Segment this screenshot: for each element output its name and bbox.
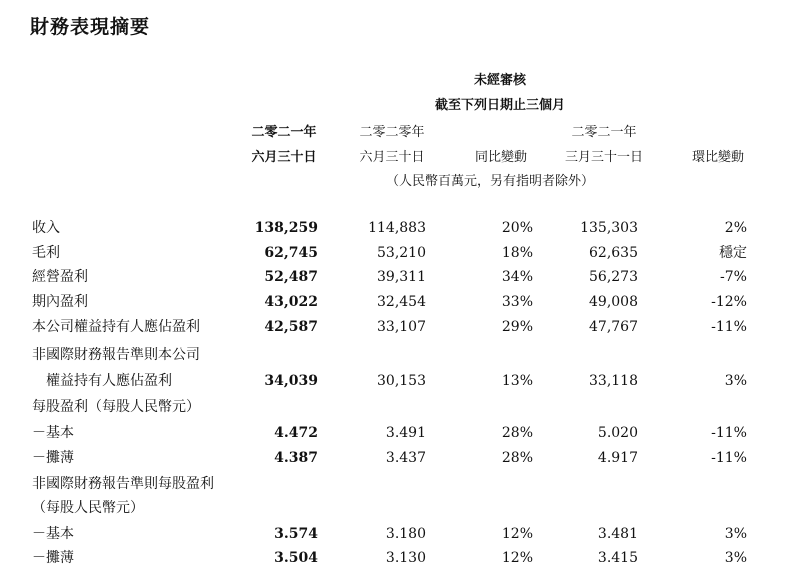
row-value-col3: 13% — [501, 373, 533, 389]
row-value-col3: 29% — [501, 319, 533, 335]
row-value-col1: 138,259 — [254, 220, 318, 236]
row-value-col1: 3.504 — [274, 550, 318, 566]
header-col3: 同比變動 — [474, 150, 528, 165]
row-value-col4: 4.917 — [597, 450, 638, 466]
row-value-col1: 34,039 — [264, 373, 318, 389]
row-label: 每股盈利（每股人民幣元） — [32, 399, 200, 415]
table-row — [0, 472, 797, 496]
row-value-col5: -11% — [711, 450, 747, 466]
row-value-col1: 4.472 — [274, 425, 318, 441]
header-col4-line2: 三月三十一日 — [564, 150, 644, 165]
table-row — [0, 241, 797, 265]
row-value-col3: 20% — [501, 220, 533, 236]
header-unaudited: 未經審核 — [473, 73, 527, 88]
row-value-col2: 33,107 — [377, 319, 426, 335]
row-value-col1: 62,745 — [264, 245, 318, 261]
row-value-col5: 2% — [724, 220, 747, 236]
row-value-col5: 3% — [724, 550, 747, 566]
row-value-col2: 32,454 — [377, 294, 426, 310]
row-label: －基本 — [32, 526, 74, 542]
row-label: －基本 — [32, 425, 74, 441]
row-label: －攤薄 — [32, 550, 74, 566]
row-value-col4: 49,008 — [589, 294, 638, 310]
row-value-col4: 47,767 — [589, 319, 638, 335]
row-value-col4: 5.020 — [597, 425, 638, 441]
row-label: 非國際財務報告準則本公司 — [32, 347, 200, 363]
table-row — [0, 496, 797, 520]
header-col2-line1: 二零二零年 — [359, 125, 425, 140]
row-value-col5: 3% — [724, 373, 747, 389]
table-row — [0, 546, 797, 570]
table-row — [0, 522, 797, 546]
row-value-col3: 12% — [501, 526, 533, 542]
header-col5: 環比變動 — [691, 150, 745, 165]
row-value-col3: 12% — [501, 550, 533, 566]
row-value-col1: 43,022 — [264, 294, 318, 310]
row-value-col1: 52,487 — [264, 269, 318, 285]
table-row — [0, 216, 797, 240]
row-value-col4: 56,273 — [589, 269, 638, 285]
header-period: 截至下列日期止三個月 — [434, 98, 566, 113]
table-row — [0, 421, 797, 445]
row-label: 期內盈利 — [32, 294, 88, 310]
row-value-col2: 3.491 — [385, 425, 426, 441]
table-row — [0, 315, 797, 339]
row-value-col5: -11% — [711, 319, 747, 335]
row-value-col3: 34% — [501, 269, 533, 285]
row-value-col5: -7% — [720, 269, 747, 285]
row-value-col2: 114,883 — [368, 220, 426, 236]
row-label: 經營盈利 — [32, 269, 88, 285]
row-value-col3: 28% — [501, 450, 533, 466]
row-value-col2: 3.130 — [385, 550, 426, 566]
table-row — [0, 446, 797, 470]
row-label: 收入 — [32, 220, 60, 236]
table-row — [0, 265, 797, 289]
row-value-col2: 39,311 — [377, 269, 426, 285]
row-value-col2: 3.180 — [385, 526, 426, 542]
row-value-col5: 穩定 — [719, 245, 747, 261]
row-value-col3: 28% — [501, 425, 533, 441]
row-label: 非國際財務報告準則每股盈利 — [32, 476, 214, 492]
row-label: 權益持有人應佔盈利 — [32, 373, 172, 389]
row-value-col3: 18% — [501, 245, 533, 261]
table-row — [0, 369, 797, 393]
header-col1-line1: 二零二一年 — [251, 125, 317, 140]
row-value-col5: 3% — [724, 526, 747, 542]
header-col1-line2: 六月三十日 — [251, 150, 317, 165]
table-row — [0, 343, 797, 367]
row-value-col2: 53,210 — [377, 245, 426, 261]
row-value-col3: 33% — [501, 294, 533, 310]
row-value-col1: 42,587 — [264, 319, 318, 335]
header-col2-line2: 六月三十日 — [359, 150, 425, 165]
unit-note: （人民幣百萬元，另有指明者除外） — [385, 174, 595, 189]
row-label: －攤薄 — [32, 450, 74, 466]
table-row — [0, 290, 797, 314]
row-label: 本公司權益持有人應佔盈利 — [32, 319, 200, 335]
row-value-col2: 30,153 — [377, 373, 426, 389]
page-title: 財務表現摘要 — [30, 16, 151, 38]
row-value-col4: 62,635 — [589, 245, 638, 261]
row-value-col4: 135,303 — [580, 220, 638, 236]
row-value-col1: 4.387 — [274, 450, 318, 466]
row-value-col4: 3.415 — [597, 550, 638, 566]
header-col4-line1: 二零二一年 — [571, 125, 637, 140]
table-row — [0, 395, 797, 419]
row-value-col5: -12% — [711, 294, 747, 310]
row-value-col4: 3.481 — [597, 526, 638, 542]
row-value-col1: 3.574 — [274, 526, 318, 542]
row-value-col4: 33,118 — [589, 373, 638, 389]
row-label: 毛利 — [32, 245, 60, 261]
row-value-col5: -11% — [711, 425, 747, 441]
row-value-col2: 3.437 — [385, 450, 426, 466]
row-label: （每股人民幣元） — [32, 500, 144, 516]
